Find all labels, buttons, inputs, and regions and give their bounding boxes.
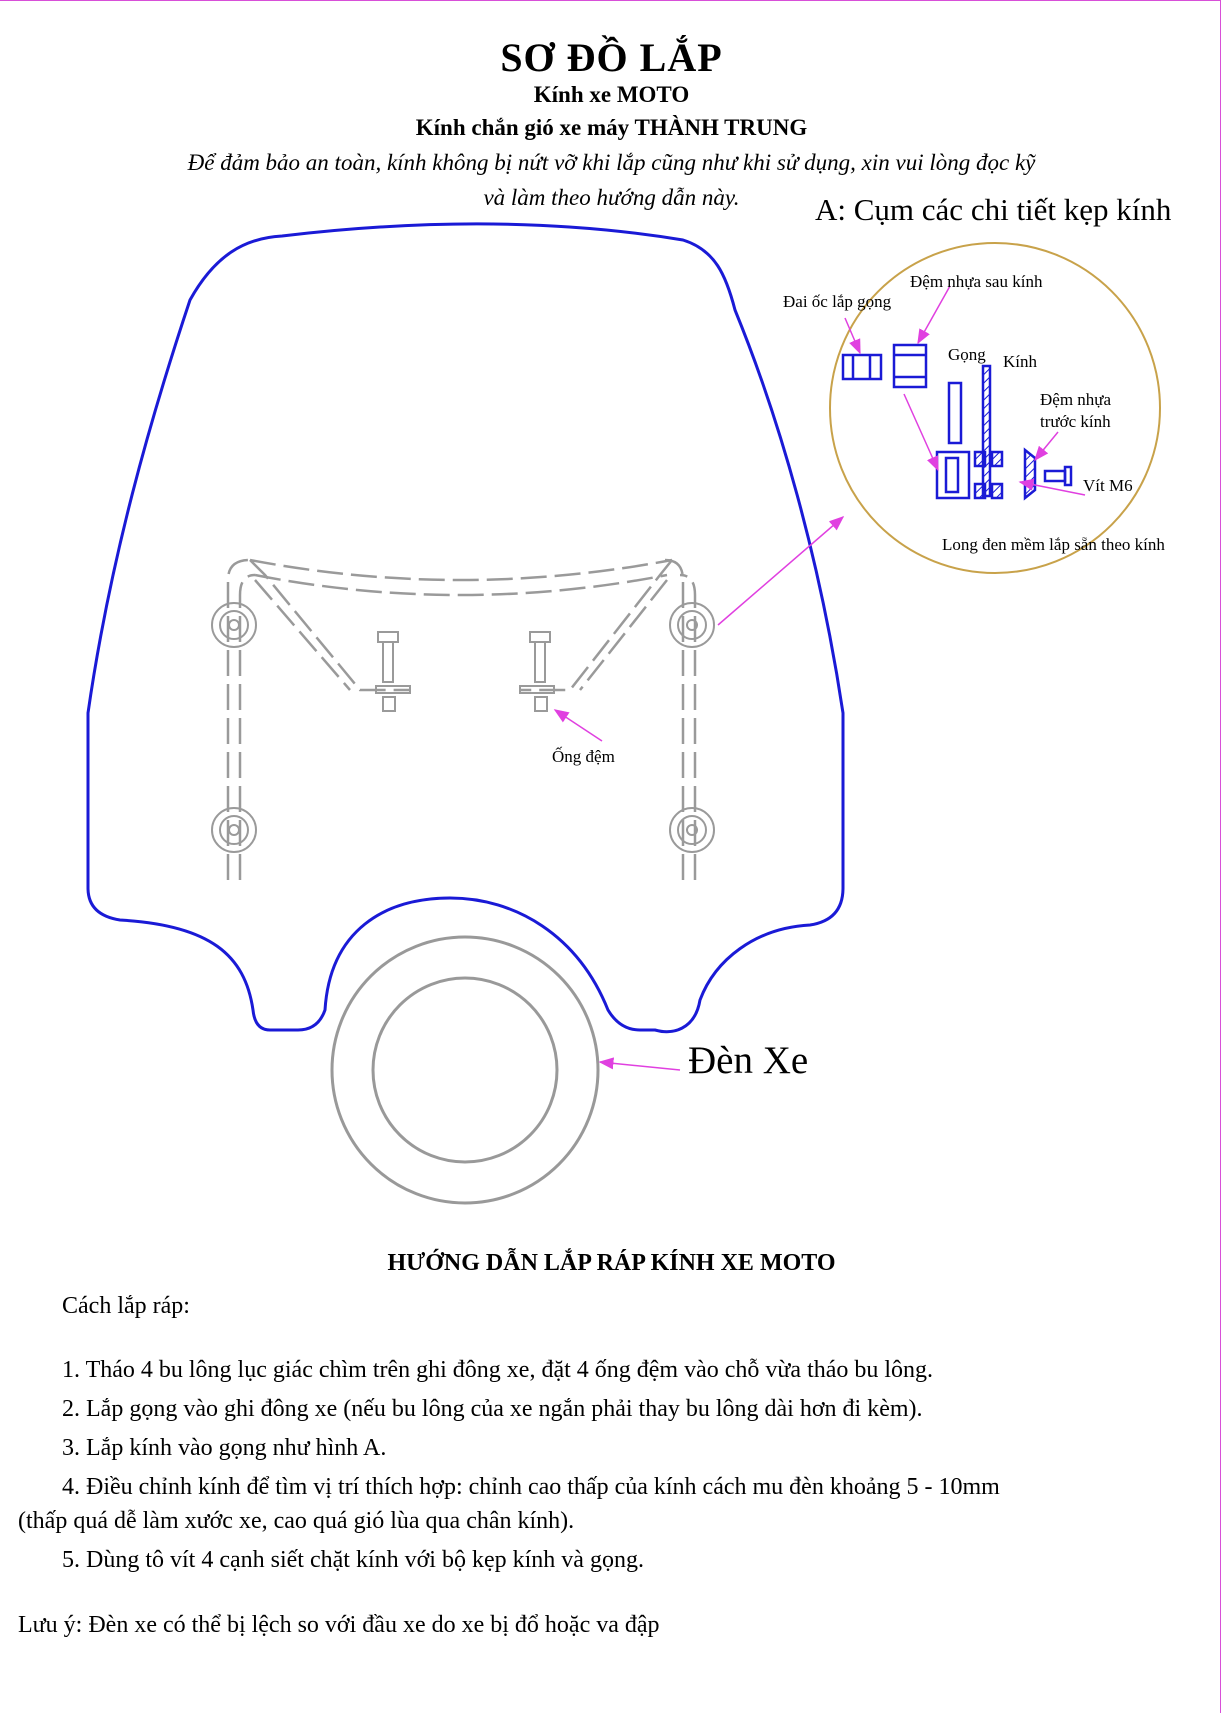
frame-bolts	[212, 603, 714, 852]
windshield-outline	[88, 224, 843, 1032]
step-5: 5. Dùng tô vít 4 cạnh siết chặt kính với bộ kẹp kính và gọng.	[62, 1547, 644, 1573]
label-vit: Vít M6	[1083, 476, 1133, 495]
label-gong: Gọng	[948, 345, 986, 364]
step-3: 3. Lắp kính vào gọng như hình A.	[62, 1435, 387, 1461]
page-title: SƠ ĐỒ LẮP	[500, 35, 723, 80]
detail-a-title: A: Cụm các chi tiết kẹp kính	[815, 192, 1172, 227]
label-long-den: Long đen mềm lắp sẵn theo kính	[942, 535, 1165, 554]
how-to-heading: Cách lắp ráp:	[62, 1293, 190, 1319]
label-dem-sau: Đệm nhựa sau kính	[910, 272, 1043, 291]
label-dem-truoc-2: trước kính	[1040, 412, 1111, 431]
subtitle-moto: Kính xe MOTO	[533, 82, 690, 107]
label-dem-truoc-1: Đệm nhựa	[1040, 390, 1112, 409]
callout-arrows	[555, 286, 1085, 1070]
label-kinh: Kính	[1003, 352, 1037, 371]
mounting-frame	[228, 560, 695, 880]
label-dai-oc: Đai ốc lắp gọng	[783, 292, 892, 311]
label-den-xe: Đèn Xe	[688, 1039, 809, 1082]
intro-line-2: và làm theo hướng dẫn này.	[483, 185, 740, 210]
step-4-continued: (thấp quá dễ làm xước xe, cao quá gió lùa qua chân kính).	[18, 1508, 575, 1534]
guide-title: HƯỚNG DẪN LẮP RÁP KÍNH XE MOTO	[387, 1250, 836, 1276]
subtitle-brand: Kính chắn gió xe máy THÀNH TRUNG	[415, 115, 808, 140]
note: Lưu ý: Đèn xe có thể bị lệch so với đầu xe do xe bị đổ hoặc va đập	[18, 1612, 660, 1638]
step-4: 4. Điều chỉnh kính để tìm vị trí thích hợp: chỉnh cao thấp của kính cách mu đèn khoảng 5 - 10mm	[62, 1474, 1000, 1500]
headlight-inner	[373, 978, 557, 1162]
label-ong-dem: Ống đệm	[552, 747, 615, 766]
intro-line-1: Để đảm bảo an toàn, kính không bị nứt vỡ khi lắp cũng như khi sử dụng, xin vui lòng đọc kỹ	[187, 150, 1036, 175]
center-spacers	[376, 632, 554, 711]
step-1: 1. Tháo 4 bu lông lục giác chìm trên ghi đông xe, đặt 4 ống đệm vào chỗ vừa tháo bu lông.	[62, 1357, 934, 1383]
step-2: 2. Lắp gọng vào ghi đông xe (nếu bu lông của xe ngắn phải thay bu lông dài hơn đi kèm).	[62, 1396, 923, 1422]
